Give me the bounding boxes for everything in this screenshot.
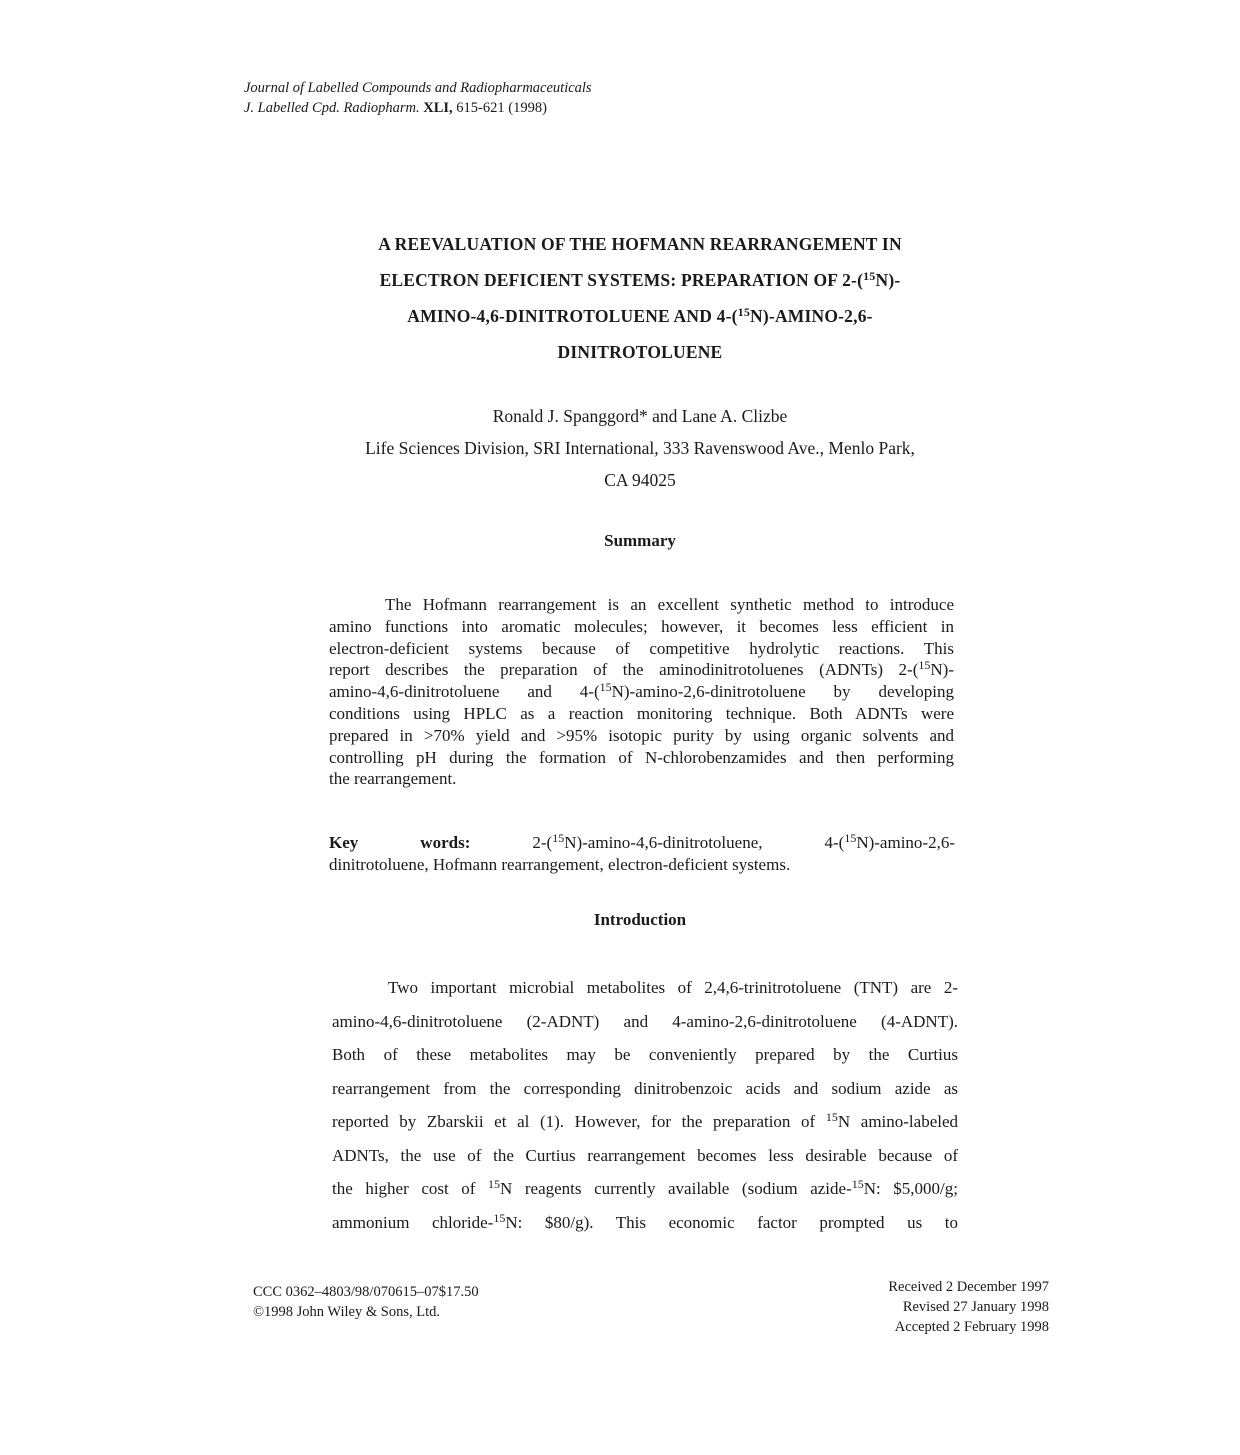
intro-text: N amino-labeled xyxy=(837,1112,959,1131)
affiliation-line-2: CA 94025 xyxy=(604,470,676,490)
copyright: ©1998 John Wiley & Sons, Ltd. xyxy=(253,1304,440,1320)
introduction-heading: Introduction xyxy=(593,910,687,929)
intro-text: ammonium chloride- xyxy=(332,1212,494,1232)
title-text: N)-AMINO-2,6- xyxy=(750,306,873,326)
keyword-text: 2-( xyxy=(532,833,553,852)
keywords-label-key: Key xyxy=(329,833,359,852)
isotope-superscript: 15 xyxy=(737,305,751,319)
intro-line: ADNTs, the use of the Curtius rearrangement becomes less desirable because of xyxy=(332,1145,958,1165)
title-text: N)- xyxy=(875,270,901,290)
summary-line: electron-deficient systems because of competitive hydrolytic reactions. This xyxy=(329,638,954,658)
intro-line: Both of these metabolites may be conveniently prepared by the Curtius xyxy=(332,1045,958,1064)
keyword-text: N)-amino-4,6-dinitrotoluene, xyxy=(564,833,763,852)
author-names: Ronald J. Spanggord* and Lane A. Clizbe xyxy=(492,406,788,426)
title-text: ELECTRON DEFICIENT SYSTEMS: PREPARATION OF 2-( xyxy=(379,270,864,290)
summary-paragraph xyxy=(329,594,954,790)
isotope-superscript: 15 xyxy=(552,831,565,845)
keyword-text: 4-( xyxy=(824,833,845,852)
intro-text: reported by Zbarskii et al (1). However, for the preparation of xyxy=(332,1112,816,1131)
title-text: AMINO-4,6-DINITROTOLUENE AND 4-( xyxy=(407,306,738,326)
isotope-superscript: 15 xyxy=(825,1110,838,1124)
keywords-line-2: dinitrotoluene, Hofmann rearrangement, electron-deficient systems. xyxy=(329,855,791,874)
intro-text: N: $5,000/g; xyxy=(863,1179,958,1198)
isotope-superscript: 15 xyxy=(493,1210,506,1225)
intro-line xyxy=(332,1172,958,1206)
journal-citation xyxy=(244,98,592,118)
accepted-date: Accepted 2 February 1998 xyxy=(894,1319,1049,1335)
isotope-superscript: 15 xyxy=(488,1177,501,1191)
title-line-3 xyxy=(310,298,970,334)
summary-text: N)- xyxy=(930,660,954,680)
keyword-text: N)-amino-2,6- xyxy=(856,833,955,852)
summary-line xyxy=(329,659,954,681)
journal-abbrev: J. Labelled Cpd. Radiopharm. xyxy=(244,100,420,116)
journal-pages-year: 615-621 (1998) xyxy=(456,100,547,116)
summary-line: The Hofmann rearrangement is an excellent synthetic method to introduce xyxy=(385,595,954,614)
summary-text: report describes the preparation of the aminodinitrotoluenes (ADNTs) 2-( xyxy=(329,660,919,680)
isotope-superscript: 15 xyxy=(844,831,857,845)
keywords-label-words: words: xyxy=(420,833,471,852)
title-line-4: DINITROTOLUENE xyxy=(557,342,723,362)
paper-title xyxy=(310,226,970,370)
intro-line: rearrangement from the corresponding dinitrobenzoic acids and sodium azide as xyxy=(332,1078,958,1098)
summary-heading: Summary xyxy=(604,531,676,550)
isotope-superscript: 15 xyxy=(918,658,931,673)
footer-left xyxy=(253,1282,479,1322)
intro-line: Two important microbial metabolites of 2,4,6-trinitrotoluene (TNT) are 2- xyxy=(388,978,958,997)
received-date: Received 2 December 1997 xyxy=(888,1279,1049,1295)
title-line-1: A REEVALUATION OF THE HOFMANN REARRANGEMENT IN xyxy=(378,234,902,254)
journal-volume: XLI, xyxy=(423,100,453,116)
summary-line xyxy=(329,681,954,703)
isotope-superscript: 15 xyxy=(599,680,612,695)
summary-line: controlling pH during the formation of N-chlorobenzamides and then performing xyxy=(329,747,954,767)
keywords-line-1 xyxy=(329,832,955,854)
isotope-superscript: 15 xyxy=(851,1177,864,1191)
journal-name: Journal of Labelled Compounds and Radiopharmaceuticals xyxy=(244,80,592,96)
summary-line: conditions using HPLC as a reaction monitoring technique. Both ADNTs were xyxy=(329,703,954,723)
intro-line xyxy=(332,1206,958,1240)
keyword-2 xyxy=(825,833,956,852)
summary-text: amino-4,6-dinitrotoluene and 4-( xyxy=(329,682,600,702)
ccc-code: CCC 0362–4803/98/070615–07$17.50 xyxy=(253,1284,479,1300)
summary-line: the rearrangement. xyxy=(329,769,457,789)
revised-date: Revised 27 January 1998 xyxy=(902,1299,1049,1315)
intro-line xyxy=(332,1105,958,1139)
title-line-2 xyxy=(310,262,970,298)
intro-text: the higher cost of xyxy=(332,1179,476,1198)
affiliation-line-1: Life Sciences Division, SRI International, 333 Ravenswood Ave., Menlo Park, xyxy=(365,438,915,458)
isotope-superscript: 15 xyxy=(863,269,876,283)
intro-text: N: $80/g). This economic factor prompted us to xyxy=(505,1212,958,1232)
summary-line: amino functions into aromatic molecules; however, it becomes less efficient in xyxy=(329,616,954,636)
keyword-1 xyxy=(532,833,762,852)
keywords-block xyxy=(329,832,955,876)
introduction-paragraph xyxy=(332,971,958,1239)
summary-text: N)-amino-2,6-dinitrotoluene by developing xyxy=(611,682,954,702)
author-block xyxy=(290,400,990,496)
journal-header xyxy=(244,78,592,118)
footer-dates xyxy=(820,1277,1049,1337)
summary-line: prepared in >70% yield and >95% isotopic purity by using organic solvents and xyxy=(329,725,954,745)
intro-text: N reagents currently available (sodium azide- xyxy=(500,1179,852,1198)
intro-line: amino-4,6-dinitrotoluene (2-ADNT) and 4-amino-2,6-dinitrotoluene (4-ADNT). xyxy=(332,1011,958,1031)
